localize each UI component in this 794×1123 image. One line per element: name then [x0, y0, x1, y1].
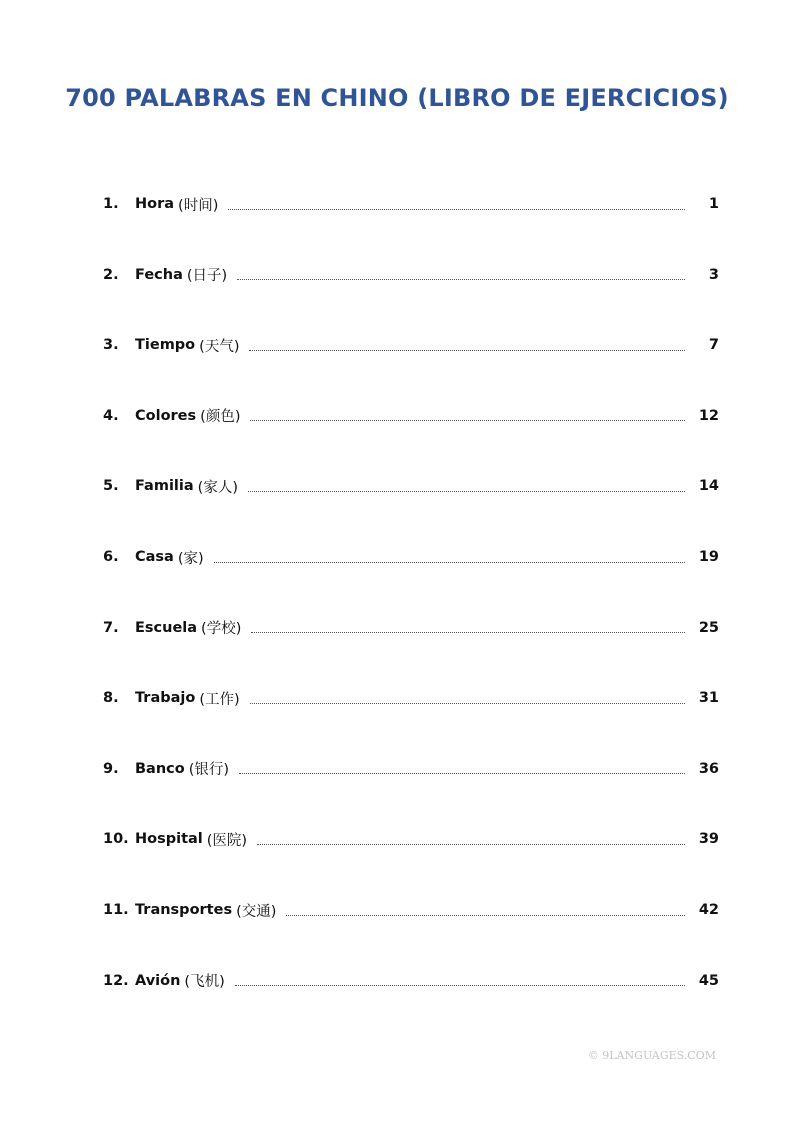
toc-entry-number: 4.	[103, 407, 119, 424]
dot-leader	[228, 209, 685, 210]
toc-entry-title: Colores	[135, 407, 197, 424]
toc-entry-chinese: (交通)	[236, 903, 277, 920]
toc-entry-title: Trabajo	[135, 690, 196, 707]
toc-entry-chinese: (学校)	[201, 621, 242, 638]
toc-entry-trabajo[interactable]	[103, 684, 719, 712]
toc-entry-page: 45	[698, 972, 719, 989]
toc-entry-transportes[interactable]	[103, 896, 719, 924]
toc-entry-page: 19	[698, 549, 719, 565]
toc-entry-chinese: (天气)	[199, 338, 240, 355]
toc-entry-number: 12.	[103, 972, 129, 989]
dot-leader	[249, 350, 685, 351]
toc-entry-title: Casa	[135, 549, 174, 565]
toc-entry-title: Escuela	[135, 619, 198, 636]
toc-entry-number: 5.	[103, 478, 119, 495]
toc-entry-chinese: (家)	[177, 550, 204, 567]
dot-leader	[235, 985, 685, 986]
toc-entry-tiempo[interactable]	[103, 331, 719, 359]
toc-entry-escuela[interactable]	[103, 614, 719, 642]
copyright-watermark: © 9LANGUAGES.COM	[587, 1049, 716, 1062]
toc-entry-number: 7.	[103, 619, 119, 636]
toc-entry-colores[interactable]	[103, 402, 719, 430]
toc-entry-title: Tiempo	[135, 337, 196, 354]
toc-entry-fecha[interactable]	[103, 261, 719, 289]
dot-leader	[286, 915, 684, 916]
toc-entry-page: 31	[698, 690, 719, 707]
toc-entry-title: Fecha	[135, 266, 183, 283]
toc-entry-chinese: (日子)	[186, 268, 228, 285]
toc-entry-hospital[interactable]	[103, 825, 719, 853]
toc-entry-title: Transportes	[135, 902, 233, 918]
toc-entry-page: 12	[698, 407, 719, 424]
toc-entry-title: Hora	[135, 196, 175, 212]
toc-entry-number: 6.	[103, 549, 119, 565]
toc-entry-page: 25	[698, 619, 719, 636]
toc-entry-page: 42	[698, 902, 719, 918]
dot-leader	[237, 279, 685, 280]
dot-leader	[214, 562, 685, 563]
toc-entry-chinese: (医院)	[206, 832, 248, 849]
toc-entry-page: 36	[698, 760, 719, 777]
toc-entry-number: 1.	[103, 196, 119, 212]
toc-entry-number: 11.	[103, 902, 129, 918]
toc-entry-number: 3.	[103, 337, 119, 354]
toc-entry-number: 9.	[103, 760, 119, 777]
toc-entry-banco[interactable]	[103, 755, 719, 783]
toc-entry-chinese: (颜色)	[200, 409, 241, 426]
toc-entry-familia[interactable]	[103, 472, 719, 500]
toc-entry-chinese: (家人)	[197, 479, 238, 496]
dot-leader	[250, 420, 684, 421]
toc-entry-title: Familia	[135, 478, 194, 495]
toc-entry-title: Avión	[135, 972, 181, 989]
dot-leader	[251, 632, 684, 633]
toc-entry-casa[interactable]	[103, 543, 719, 571]
toc-entry-page: 1	[708, 196, 719, 212]
toc-entry-chinese: (工作)	[199, 691, 240, 708]
dot-leader	[239, 773, 685, 774]
toc-entry-page: 7	[708, 337, 719, 354]
toc-entry-page: 3	[708, 266, 719, 283]
toc-entry-chinese: (飞机)	[184, 974, 225, 991]
toc-entry-chinese: (时间)	[178, 197, 219, 214]
toc-entry-title: Hospital	[135, 831, 203, 848]
toc-entry-title: Banco	[135, 760, 185, 777]
toc-entry-chinese: (银行)	[188, 762, 230, 779]
toc-entry-page: 14	[698, 478, 719, 495]
toc-entry-number: 2.	[103, 266, 119, 283]
toc-entry-page: 39	[698, 831, 719, 848]
toc-entry-number: 10.	[103, 831, 129, 848]
page-title: 700 PALABRAS EN CHINO (LIBRO DE EJERCICIOS)	[65, 84, 729, 112]
dot-leader	[248, 491, 685, 492]
toc-entry-hora[interactable]	[103, 190, 719, 218]
dot-leader	[257, 844, 685, 845]
toc-entry-avion[interactable]	[103, 967, 719, 995]
dot-leader	[250, 703, 685, 704]
toc-entry-number: 8.	[103, 690, 119, 707]
